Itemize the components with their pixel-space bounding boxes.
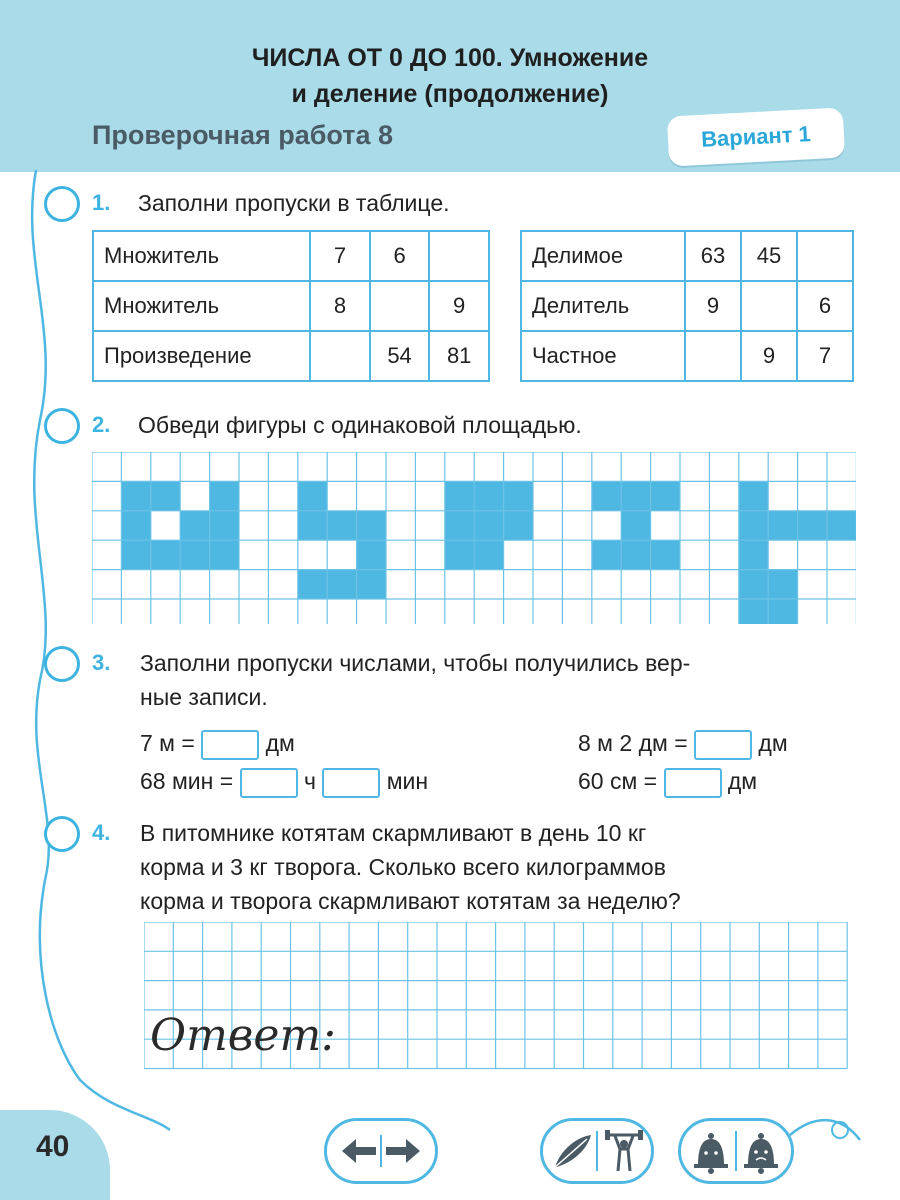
filled-cell [768,570,797,599]
filled-cell [827,511,856,540]
filled-cell [739,599,768,624]
filled-cell [357,540,386,569]
row-label: Множитель [93,231,310,281]
filled-cell [621,540,650,569]
task-2-marker [44,408,80,444]
weightlifter-icon[interactable] [605,1130,643,1171]
filled-cell [474,540,503,569]
table-cell: 9 [741,331,797,381]
filled-cell [180,511,209,540]
filled-cell [180,540,209,569]
table-cell: 8 [310,281,369,331]
filled-cell [621,481,650,510]
table-row [93,231,489,281]
bell-worried-icon[interactable] [744,1133,778,1174]
variant-badge: Вариант 1 [667,107,845,166]
filled-cell [445,481,474,510]
task-2-number: 2. [92,412,111,437]
table-cell: 45 [741,231,797,281]
task-4-line2: корма и 3 кг творога. Сколько всего килограммов [140,854,666,880]
filled-cell [151,540,180,569]
task-4-text [140,816,870,918]
table-cell: 7 [797,331,853,381]
row-label: Делимое [521,231,685,281]
multiply-table [92,230,490,382]
conversion-4: 60 см = дм [578,768,757,798]
table-cell[interactable] [797,231,853,281]
filled-cell [357,570,386,599]
filled-cell [474,481,503,510]
table-cell: 54 [370,331,430,381]
feather-icon[interactable] [553,1135,591,1169]
row-label: Частное [521,331,685,381]
filled-cell [651,481,680,510]
answer-label: Ответ: [150,1010,336,1061]
filled-cell [504,511,533,540]
filled-cell [474,511,503,540]
filled-cell [121,481,150,510]
task-1-marker [44,186,80,222]
nav-self-check[interactable] [678,1118,794,1184]
task-4-marker [44,816,80,852]
filled-cell [592,481,621,510]
conversion-2: 8 м 2 дм = дм [578,730,788,760]
answer-box[interactable] [694,730,752,760]
table-cell: 9 [685,281,741,331]
page-title: ЧИСЛА ОТ 0 ДО 100. Умножение и деление (продолжение) [251,44,649,108]
task-3-marker [44,646,80,682]
bell-calm-icon[interactable] [694,1133,728,1174]
filled-cell [504,481,533,510]
filled-cell [327,511,356,540]
task-1-text: Заполни пропуски в таблице. [138,190,450,216]
filled-cell [298,511,327,540]
page-number: 40 [36,1130,70,1163]
filled-cell [768,511,797,540]
nav-difficulty[interactable] [540,1118,654,1184]
table-cell[interactable] [310,331,369,381]
row-label: Произведение [93,331,310,381]
filled-cell [651,540,680,569]
nav-arrows[interactable] [324,1118,438,1184]
answer-box[interactable] [664,768,722,798]
filled-cell [592,540,621,569]
conversion-1: 7 м = дм [140,730,295,760]
filled-cell [121,540,150,569]
task-3-number: 3. [92,650,111,675]
filled-cell [151,481,180,510]
table-cell: 9 [429,281,489,331]
table-cell[interactable] [741,281,797,331]
task-4-number: 4. [92,820,111,845]
table-row [93,281,489,331]
filled-cell [298,481,327,510]
table-cell: 7 [310,231,369,281]
filled-cell [445,511,474,540]
shapes-grid[interactable] [92,452,856,624]
task-3-text [140,646,860,714]
filled-cell [327,570,356,599]
task-3-line2: ные записи. [140,684,268,710]
task-4-line1: В питомнике котятам скармливают в день 10 кг [140,820,647,846]
task-3-line1: Заполни пропуски числами, чтобы получились вер- [140,650,691,676]
filled-cell [445,540,474,569]
filled-cell [739,481,768,510]
filled-cell [739,540,768,569]
arrow-right-icon[interactable] [386,1139,420,1163]
table-cell: 81 [429,331,489,381]
answer-box[interactable] [322,768,380,798]
row-label: Делитель [521,281,685,331]
filled-cell [739,570,768,599]
conversion-3: 68 мин = ч мин [140,768,428,798]
table-cell: 6 [797,281,853,331]
table-cell[interactable] [429,231,489,281]
test-subtitle: Проверочная работа 8 [92,120,393,150]
filled-cell [210,540,239,569]
arrow-left-icon[interactable] [342,1139,376,1163]
row-label: Множитель [93,281,310,331]
table-row [521,331,853,381]
answer-box[interactable] [240,768,298,798]
table-cell: 6 [370,231,430,281]
filled-cell [621,511,650,540]
filled-cell [121,511,150,540]
filled-cell [210,511,239,540]
table-row [521,281,853,331]
table-cell: 63 [685,231,741,281]
task-2-text: Обведи фигуры с одинаковой площадью. [138,412,582,438]
table-cell[interactable] [370,281,430,331]
divide-table [520,230,854,382]
filled-cell [798,511,827,540]
task-1-number: 1. [92,190,111,215]
task-4-line3: корма и творога скармливают котятам за неделю? [140,888,681,914]
filled-cell [210,481,239,510]
filled-cell [357,511,386,540]
filled-cell [739,511,768,540]
filled-cell [298,570,327,599]
table-cell[interactable] [685,331,741,381]
filled-cell [768,599,797,624]
table-row [93,331,489,381]
answer-box[interactable] [201,730,259,760]
table-row [521,231,853,281]
